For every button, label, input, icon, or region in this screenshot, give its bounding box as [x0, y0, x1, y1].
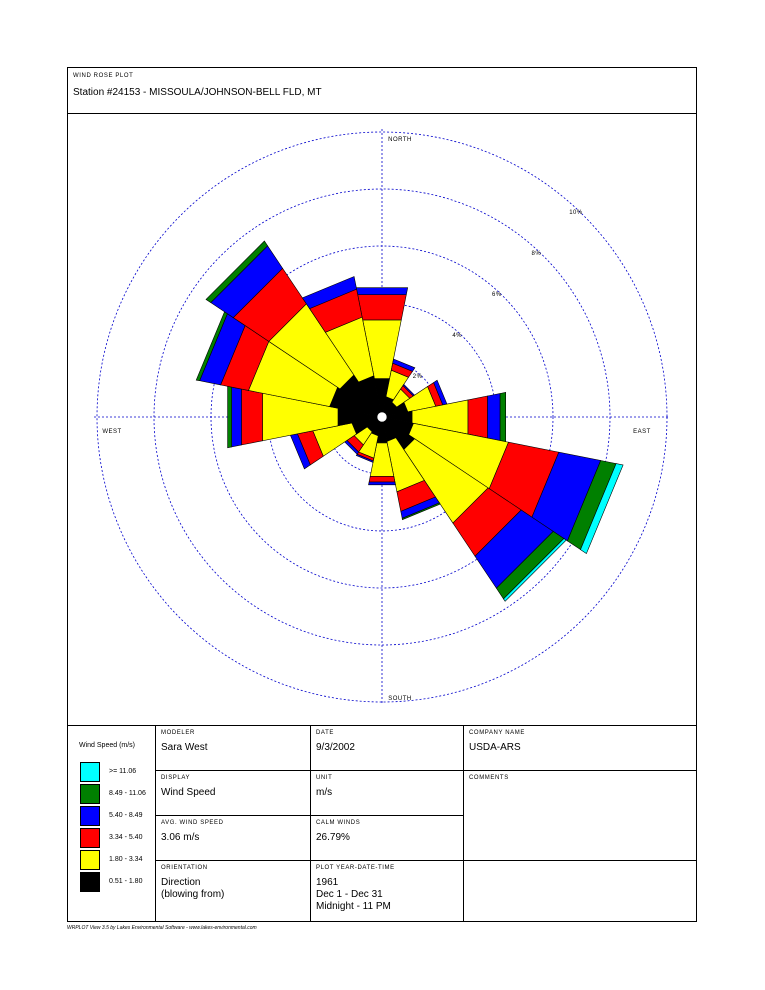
ring-label-10: 10% [569, 209, 583, 216]
wind-rose-chart [68, 113, 696, 725]
calm-winds-value: 26.79% [316, 832, 350, 843]
date-label: DATE [316, 730, 334, 736]
ring-label-2: 2% [412, 373, 423, 380]
petal-e-bin-4 [500, 392, 506, 441]
plot-date-range: Dec 1 - Dec 31 [316, 889, 383, 900]
legend-title: Wind Speed (m/s) [79, 742, 136, 749]
plot-time-label: PLOT YEAR-DATE-TIME [316, 865, 395, 871]
ring-label-6: 6% [491, 291, 502, 298]
legend-label: 5.40 - 8.49 [109, 812, 143, 819]
legend-label: 0.51 - 1.80 [109, 878, 143, 885]
plot-year: 1961 [316, 877, 339, 888]
orientation-label: ORIENTATION [161, 865, 208, 871]
comments-label: COMMENTS [469, 775, 509, 781]
compass-west-label: WEST [102, 429, 122, 435]
petal-e-bin-2 [468, 396, 488, 438]
compass-north-label: NORTH [388, 137, 412, 143]
wind-rose-report [67, 67, 697, 922]
petal-w-bin-3 [232, 387, 242, 447]
modeler-value: Sara West [161, 742, 208, 753]
petal-s-bin-3 [369, 482, 396, 485]
compass-south-label: SOUTH [388, 696, 412, 702]
legend-label: >= 11.06 [109, 768, 137, 775]
petal-s-bin-2 [369, 476, 395, 482]
plot-type-label: WIND ROSE PLOT [73, 73, 134, 79]
petal-w-bin-2 [242, 389, 263, 445]
report-header [68, 68, 696, 114]
company-label: COMPANY NAME [469, 730, 525, 736]
info-table [68, 725, 696, 921]
legend-swatch [80, 762, 100, 782]
software-credit: WRPLOT View 3.5 by Lakes Environmental Software - www.lakes-environmental.com [67, 925, 257, 931]
petal-e-bin-3 [488, 394, 501, 441]
legend-label: 1.80 - 3.34 [109, 856, 143, 863]
station-name: Station #24153 - MISSOULA/JOHNSON-BELL FLD, MT [73, 87, 322, 98]
date-value: 9/3/2002 [316, 742, 355, 753]
legend-swatch [80, 872, 100, 892]
modeler-label: MODELER [161, 730, 195, 736]
legend-swatch [80, 806, 100, 826]
legend-swatch [80, 828, 100, 848]
display-label: DISPLAY [161, 775, 191, 781]
unit-value: m/s [316, 787, 333, 798]
legend-label: 8.49 - 11.06 [109, 790, 146, 797]
company-value: USDA-ARS [469, 742, 521, 753]
avg-speed-value: 3.06 m/s [161, 832, 200, 843]
petal-n-bin-2 [358, 295, 407, 320]
orientation-value-line2: (blowing from) [161, 889, 225, 900]
plot-time-range: Midnight - 11 PM [316, 901, 391, 912]
compass-east-label: EAST [633, 429, 651, 435]
wind-rose-plot-area [68, 113, 696, 726]
unit-label: UNIT [316, 775, 333, 781]
calm-winds-label: CALM WINDS [316, 820, 361, 826]
avg-speed-label: AVG. WIND SPEED [161, 820, 224, 826]
orientation-value-line1: Direction [161, 877, 201, 888]
legend-label: 3.34 - 5.40 [109, 834, 143, 841]
display-value: Wind Speed [161, 787, 216, 798]
ring-label-4: 4% [452, 332, 463, 339]
petal-n-bin-3 [356, 288, 407, 295]
legend-swatch [80, 784, 100, 804]
legend-swatch [80, 850, 100, 870]
calm-center [377, 412, 387, 422]
ring-label-8: 8% [531, 250, 542, 257]
petal-w-bin-4 [228, 386, 232, 447]
